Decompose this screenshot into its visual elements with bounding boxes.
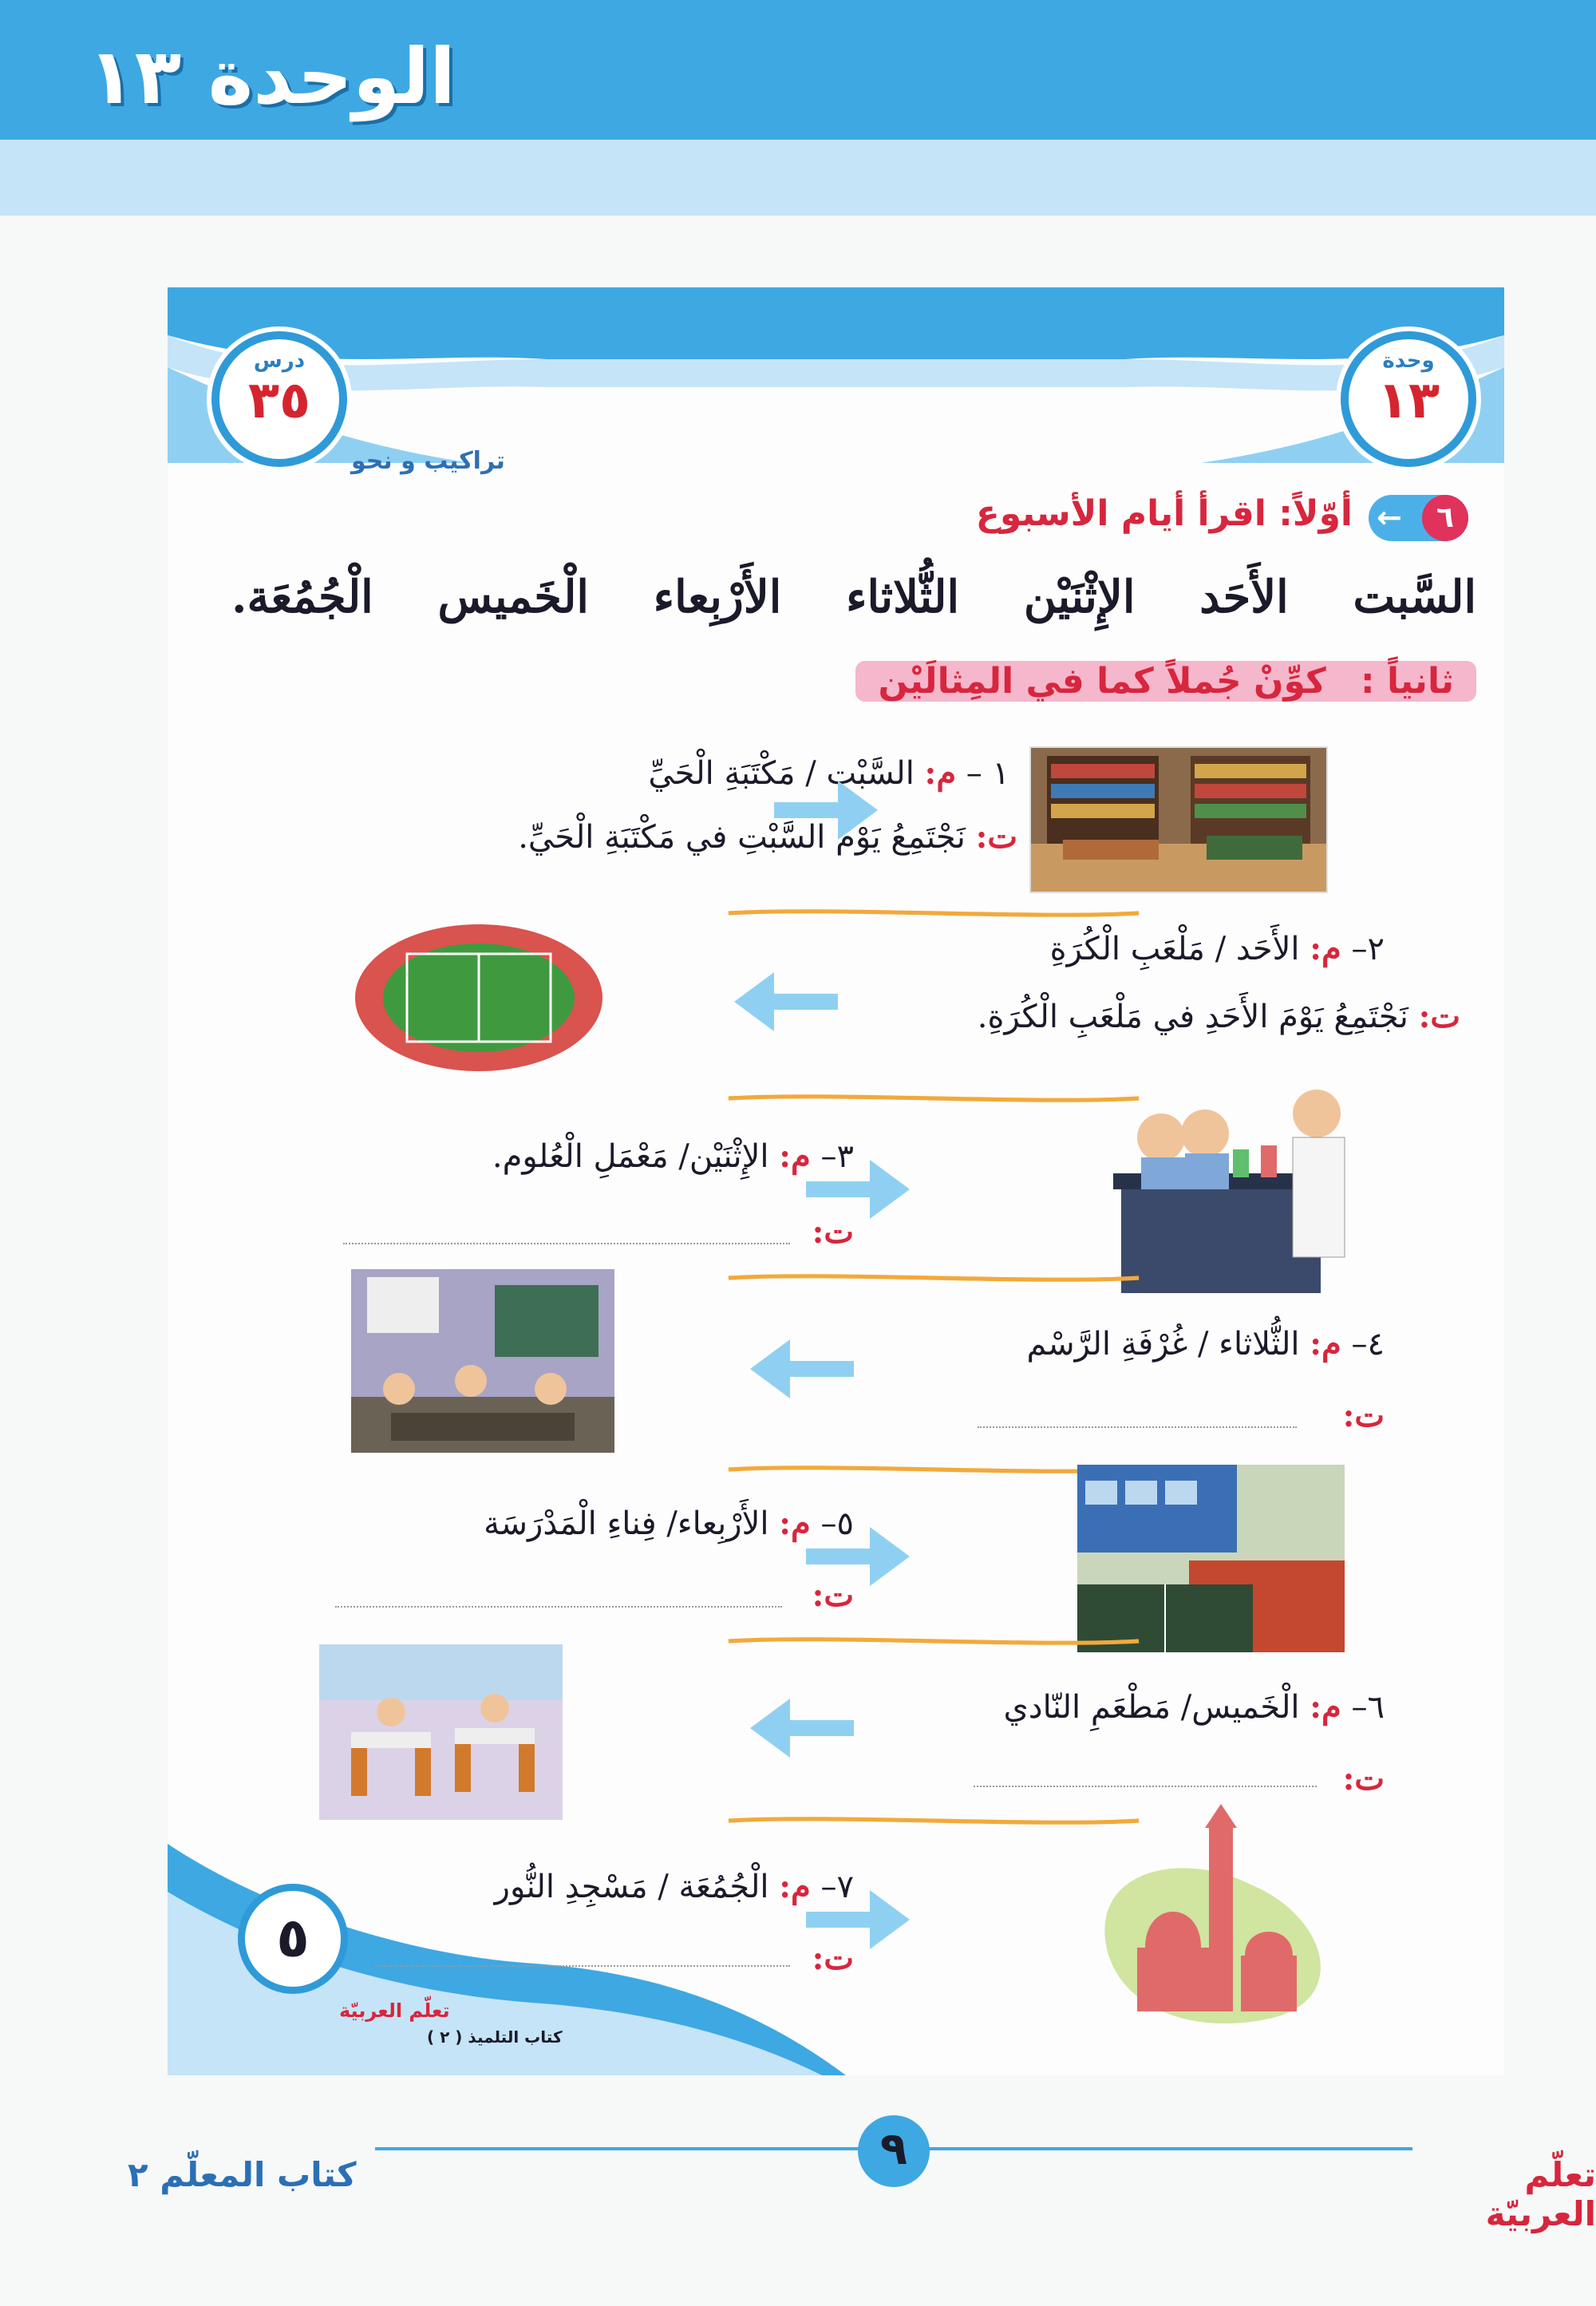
prompt-text: الأَرْبِعاء/ فِناءِ الْمَدْرَسَة [484,1505,769,1542]
page-number: ٩ [858,2115,930,2187]
item-number: ٤– [1351,1326,1385,1363]
arrow-icon [802,1153,914,1225]
mosque-picture [1089,1796,1361,2027]
prompt-text: الثُّلاثاء / غُرْفَةِ الرَّسْم [1026,1326,1300,1363]
item-number: ٢– [1351,931,1385,967]
day-sunday: الأَحَد [1199,571,1289,623]
day-wednesday: الأَرْبِعاء [653,571,782,623]
lesson-badge [211,331,347,467]
answer-line[interactable] [974,1784,1317,1787]
stadium-picture [351,918,606,1078]
second-instruction-box [855,661,1476,702]
prompt-text: الْجُمُعَة / مَسْجِدِ النُّور [494,1869,769,1905]
answer-label: ت: [812,1213,854,1251]
days-of-week-row [231,571,1476,623]
prompt-text: الإِثْنَيْن/ مَعْمَلِ الْعُلوم. [492,1138,769,1175]
unit-title: الوحدة ١٣ [88,32,456,121]
item-number: ٧– [820,1869,854,1905]
item-number: ٦– [1351,1689,1385,1726]
section-label: تراكيب و نحو [351,447,505,475]
club-restaurant-picture [319,1644,563,1820]
prompt-label: م: [924,754,957,792]
first-instruction-label: أوّلاً: [1278,493,1353,534]
arrow-icon [746,1692,858,1764]
item-1-answer [219,818,1017,856]
first-instruction [822,493,1353,534]
art-room-picture [351,1269,614,1453]
arrow-icon: ← [1377,500,1402,535]
item-3-prompt [295,1137,854,1175]
exercise-number: ٦ [1422,495,1468,541]
answer-label: ت: [1342,1397,1385,1434]
lesson-badge-label: درس [253,349,306,373]
item-5-prompt [295,1505,854,1542]
prompt-label: م: [1310,1688,1341,1726]
footer-book-title: كتاب المعلّم ٢ [128,2155,357,2194]
lesson-badge-number: ٣٥ [247,371,311,430]
student-page-number: ٥ [238,1884,348,1994]
arrow-icon [802,1884,914,1956]
prompt-text: الْخَميس/ مَطْعَمِ النّادي [1003,1689,1300,1726]
unit-badge-label: وحدة [1382,349,1435,373]
arrow-icon [746,1333,858,1405]
student-book-brand: تعلّم العربيّة [339,1999,450,2022]
prompt-label: م: [779,1868,811,1905]
answer-label: ت: [1342,1760,1385,1798]
item-divider [694,1273,1173,1283]
item-2-answer [782,998,1460,1035]
item-7-prompt [295,1868,854,1905]
arrow-icon [802,1521,914,1592]
school-yard-picture [1077,1465,1345,1652]
answer-line[interactable] [335,1604,782,1608]
arrow-icon [730,966,842,1038]
day-friday: الْجُمُعَة. [231,571,373,623]
item-number: ٣– [820,1138,854,1175]
arrow-icon [770,774,882,846]
prompt-text: الأَحَد / مَلْعَبِ الْكُرَةِ [1049,931,1300,967]
item-divider [694,1636,1173,1646]
item-6-prompt [906,1688,1385,1726]
unit-badge-number: ١٣ [1377,371,1440,430]
answer-text: نَجْتَمِعُ يَوْمَ السَّبْتِ في مَكْتَبَةِ الْحَيِّ. [518,819,966,856]
item-4-answer [1321,1397,1385,1434]
answer-line[interactable] [375,1964,790,1967]
item-4-prompt [906,1325,1385,1363]
second-instruction-text: كوِّنْ جُملاً كما في المِثالَيْن [867,661,1337,702]
page-header-ribbon [168,287,1504,471]
library-picture [1029,746,1328,893]
item-divider [694,1094,1173,1103]
science-lab-picture [1113,1078,1377,1293]
answer-label: ت: [812,1576,854,1614]
answer-label: ت: [1418,998,1460,1035]
answer-line[interactable] [978,1425,1297,1428]
day-thursday: الْخَميس [437,571,589,623]
second-instruction-label: ثانياً : [1349,661,1465,702]
student-book-subtitle: كتاب التلميذ ( ٢ ) [427,2027,563,2047]
item-1-prompt [291,754,1009,792]
item-number: ١ – [966,755,1009,792]
top-banner-strip [0,140,1596,216]
unit-badge [1341,331,1476,467]
answer-line[interactable] [343,1241,790,1244]
answer-text: نَجْتَمِعُ يَوْمَ الأَحَدِ في مَلْعَبِ الْكُرَةِ. [977,999,1408,1035]
exercise-number-tag [1369,495,1468,541]
second-instruction [822,661,1476,702]
day-tuesday: الثُّلاثاء [846,571,960,623]
answer-label: ت: [975,818,1017,856]
item-divider [694,908,1173,918]
item-number: ٥– [820,1505,854,1542]
footer-brand: تعلّم العربيّة [1485,2155,1596,2233]
answer-label: ت: [812,1940,854,1977]
item-6-answer [1321,1760,1385,1798]
day-monday: الإِثْنَيْن [1023,571,1136,623]
prompt-label: م: [779,1505,811,1542]
prompt-text: السَّبْت / مَكْتَبَةِ الْحَيِّ [648,755,915,792]
item-2-prompt [826,930,1385,967]
prompt-label: م: [1310,930,1341,967]
prompt-label: م: [779,1137,811,1175]
day-saturday: السَّبت [1353,571,1476,623]
student-page [168,287,1504,2075]
prompt-label: م: [1310,1325,1341,1363]
first-instruction-text: اقرأ أيام الأسبوع [975,493,1266,534]
